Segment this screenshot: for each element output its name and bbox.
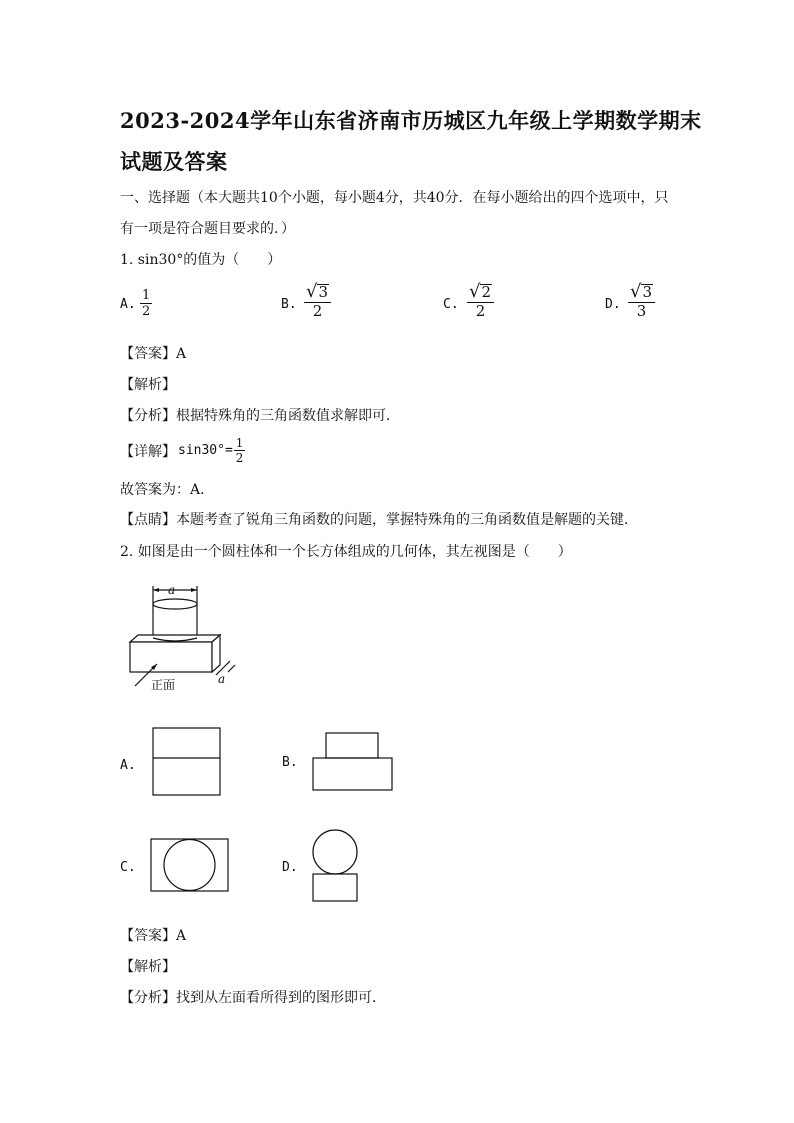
q1-analysis: 【分析】根据特殊角的三角函数值求解即可． bbox=[120, 408, 400, 424]
q1-detail-heading: 【详解】 bbox=[120, 443, 176, 460]
q2-option-a-label: A. bbox=[120, 758, 136, 773]
q1-option-a-label: A. bbox=[120, 297, 136, 312]
q1-option-d-denominator: 3 bbox=[636, 302, 647, 320]
q1-detail-denominator: 2 bbox=[235, 451, 244, 465]
box-side-face bbox=[212, 635, 220, 672]
q1-answer: 【答案】A bbox=[120, 346, 187, 362]
q1-conclusion: 故答案为：A． bbox=[120, 482, 215, 498]
q2-option-c-figure bbox=[150, 838, 230, 894]
section-heading-line2: 有一项是符合题目要求的．） bbox=[120, 221, 295, 237]
q1-detail-expression: sin30°= bbox=[178, 443, 233, 458]
q2-option-b-label: B. bbox=[282, 755, 298, 770]
doc-title-line1: 2023-2024学年山东省济南市历城区九年级上学期数学期末 bbox=[120, 108, 702, 133]
q2-option-d-label: D. bbox=[282, 860, 298, 875]
sqrt-symbol: √ bbox=[306, 281, 318, 302]
q1-stem: 1. sin30°的值为（ ） bbox=[120, 252, 282, 268]
q1-option-d-label: D. bbox=[605, 297, 621, 312]
q2-option-c-label: C. bbox=[120, 860, 136, 875]
q2-answer: 【答案】A bbox=[120, 928, 187, 944]
q1-option-b-radicand: 3 bbox=[318, 283, 329, 302]
q1-option-d-value bbox=[628, 283, 655, 319]
q1-option-d-radicand: 3 bbox=[642, 283, 653, 302]
q1-analysis-heading: 【解析】 bbox=[120, 377, 176, 393]
q2-stem: 2. 如图是由一个圆柱体和一个长方体组成的几何体，其左视图是（ ） bbox=[120, 544, 572, 560]
q2-analysis: 【分析】找到从左面看所得到的图形即可． bbox=[120, 990, 386, 1006]
q2-option-d-figure bbox=[311, 829, 361, 903]
cylinder-top bbox=[153, 599, 197, 609]
q1-option-b-denominator: 2 bbox=[312, 302, 323, 320]
q2-solid-figure bbox=[120, 580, 250, 695]
q1-comment: 【点睛】本题考查了锐角三角函数的问题，掌握特殊角的三角函数值是解题的关键． bbox=[120, 512, 638, 528]
q2-option-a-figure bbox=[152, 727, 222, 797]
q2-analysis-heading: 【解析】 bbox=[120, 959, 176, 975]
sqrt-symbol: √ bbox=[630, 281, 642, 302]
q2-option-b-figure bbox=[312, 732, 394, 792]
q1-detail-numerator: 1 bbox=[235, 436, 244, 450]
section-heading-line1: 一、选择题（本大题共10个小题，每小题4分，共40分．在每小题给出的四个选项中，只 bbox=[120, 190, 669, 206]
box-front-face bbox=[130, 642, 212, 672]
q1-option-c-value bbox=[467, 283, 494, 319]
q1-option-c-label: C. bbox=[443, 297, 459, 312]
sqrt-symbol: √ bbox=[469, 281, 481, 302]
q1-option-a-value bbox=[140, 289, 152, 318]
front-label: 正面 bbox=[151, 678, 176, 692]
doc-title-line2: 试题及答案 bbox=[120, 149, 228, 174]
q1-option-a-numerator: 1 bbox=[142, 288, 151, 303]
q1-option-b-label: B. bbox=[281, 297, 297, 312]
q1-option-c-denominator: 2 bbox=[475, 302, 486, 320]
q1-option-c-radicand: 2 bbox=[481, 283, 492, 302]
dimension-label-top: a bbox=[168, 583, 176, 597]
q1-option-a-denominator: 2 bbox=[142, 304, 151, 319]
q1-detail bbox=[120, 437, 245, 464]
dimension-label-side: a bbox=[218, 672, 226, 686]
q1-option-b-value bbox=[304, 283, 331, 319]
